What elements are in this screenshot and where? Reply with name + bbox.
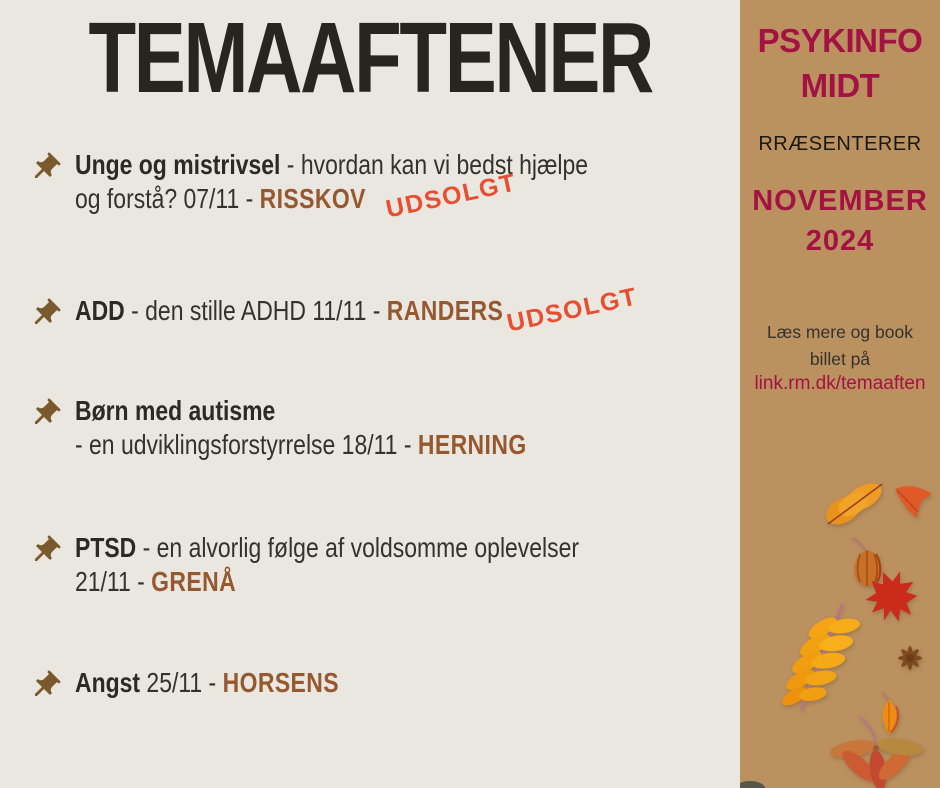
event-description: - den stille ADHD 11/11 - xyxy=(124,295,387,326)
month-name: NOVEMBER xyxy=(752,185,928,217)
event-description: - en alvorlig følge af voldsomme oplevelser xyxy=(136,532,580,563)
event-item xyxy=(28,666,733,700)
event-line xyxy=(75,394,756,428)
event-topic: Angst xyxy=(75,667,141,698)
event-city: HORSENS xyxy=(222,667,340,698)
soldout-stamp: UDSOLGT xyxy=(504,282,641,338)
pushpin-icon xyxy=(28,297,62,331)
rowan-leaf-image xyxy=(776,600,868,728)
dark-leaf-image xyxy=(740,776,772,788)
event-city: RANDERS xyxy=(386,295,504,326)
event-description: 25/11 - xyxy=(140,667,223,698)
pushpin-icon xyxy=(28,669,62,703)
event-city: RISSKOV xyxy=(259,183,366,214)
brand-line1: PSYKINFO xyxy=(757,22,923,59)
event-text xyxy=(75,666,756,700)
event-city: GRENÅ xyxy=(151,566,237,597)
booking-info-line1: Læs mere og book xyxy=(767,322,913,342)
event-city: HERNING xyxy=(417,429,527,460)
event-line xyxy=(75,565,756,599)
event-topic: PTSD xyxy=(75,532,137,563)
event-description: - hvordan kan vi bedst hjælpe xyxy=(280,149,589,180)
event-text xyxy=(75,531,756,599)
event-item xyxy=(28,282,733,338)
booking-info xyxy=(740,319,940,373)
event-description: og forstå? 07/11 - xyxy=(75,183,260,214)
event-topic: Unge og mistrivsel xyxy=(75,149,281,180)
sidebar xyxy=(740,0,940,788)
soldout-stamp: UDSOLGT xyxy=(383,168,520,224)
red-leaf-image xyxy=(892,484,936,522)
event-line xyxy=(75,666,756,700)
month-label xyxy=(740,181,940,261)
event-text xyxy=(75,294,756,328)
pushpin-icon xyxy=(28,397,62,431)
event-item xyxy=(28,148,733,224)
event-line xyxy=(75,428,756,462)
event-line xyxy=(75,294,756,328)
event-text xyxy=(75,394,756,462)
booking-info-line2: billet på xyxy=(809,349,871,369)
brand-name xyxy=(740,18,940,108)
maple-leaf-image xyxy=(862,568,922,624)
event-topic: Børn med autisme xyxy=(75,395,276,426)
page-title: TEMAAFTENER xyxy=(88,2,652,114)
pushpin-icon xyxy=(28,151,62,185)
event-description: 21/11 - xyxy=(75,566,152,597)
year-label: 2024 xyxy=(805,225,875,257)
brand-line2: MIDT xyxy=(800,67,880,104)
pushpin-icon xyxy=(28,534,62,568)
event-line xyxy=(75,148,756,182)
creeper-leaf-image xyxy=(828,714,924,788)
event-description: - en udviklingsforstyrrelse 18/11 - xyxy=(75,429,418,460)
booking-link: link.rm.dk/temaaften xyxy=(754,373,926,394)
event-topic: ADD xyxy=(75,295,125,326)
presents-label: RRÆSENTERER xyxy=(758,133,922,155)
event-line xyxy=(75,531,756,565)
oak-leaf-image xyxy=(820,476,892,532)
star-anise-image xyxy=(894,642,926,674)
event-item xyxy=(28,531,733,599)
event-item xyxy=(28,394,733,462)
